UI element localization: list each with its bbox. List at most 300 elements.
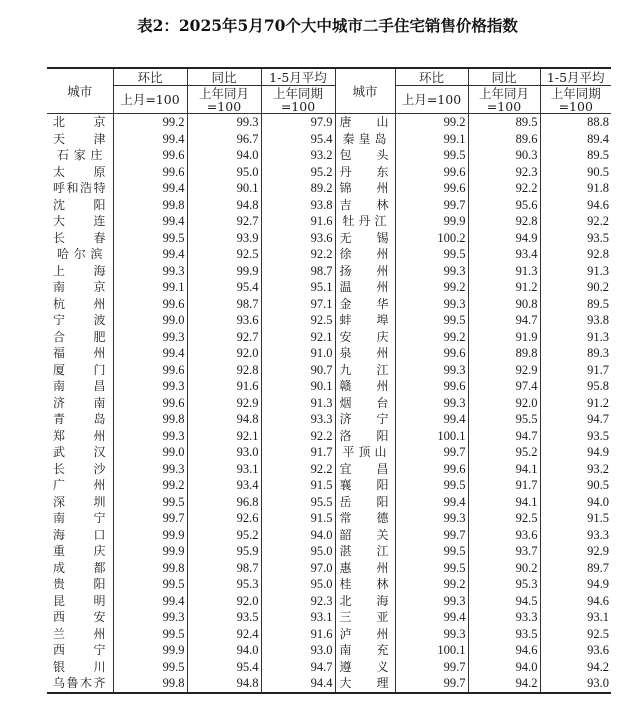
table-header — [47, 68, 611, 114]
header-yoy-base-line1: 上年同月 — [198, 85, 249, 101]
table-row — [47, 197, 611, 214]
mom-value-left: 99.5 — [113, 626, 187, 643]
yoy-value-left: 93.4 — [187, 477, 261, 494]
yoy-value-left: 92.7 — [187, 213, 261, 230]
city-name-right: 桂林 — [335, 576, 395, 593]
ytd-value-right: 93.0 — [540, 675, 611, 693]
city-name-left: 呼和浩特 — [47, 180, 113, 197]
ytd-value-right: 95.8 — [540, 378, 611, 395]
ytd-value-left: 98.7 — [261, 263, 335, 280]
ytd-value-right: 91.7 — [540, 362, 611, 379]
yoy-value-left: 93.5 — [187, 609, 261, 626]
table-row — [47, 131, 611, 148]
mom-value-left: 99.6 — [113, 164, 187, 181]
yoy-value-left: 94.8 — [187, 411, 261, 428]
yoy-value-right: 94.1 — [468, 461, 540, 478]
mom-value-right: 100.2 — [395, 230, 468, 247]
mom-value-right: 99.2 — [395, 576, 468, 593]
yoy-value-left: 95.2 — [187, 527, 261, 544]
header-yoy-base-line1: 上年同月 — [478, 85, 529, 101]
city-name-right: 安庆 — [335, 329, 395, 346]
mom-value-right: 99.5 — [395, 246, 468, 263]
ytd-value-left: 91.5 — [261, 477, 335, 494]
mom-value-left: 99.4 — [113, 213, 187, 230]
table-row — [47, 477, 611, 494]
city-name-left: 兰州 — [47, 626, 113, 643]
mom-value-left: 99.5 — [113, 659, 187, 676]
city-name-left: 郑州 — [47, 428, 113, 445]
yoy-value-right: 92.0 — [468, 395, 540, 412]
mom-value-right: 99.5 — [395, 147, 468, 164]
yoy-value-left: 94.8 — [187, 675, 261, 693]
yoy-value-right: 91.2 — [468, 279, 540, 296]
yoy-value-right: 95.6 — [468, 197, 540, 214]
table-row — [47, 675, 611, 693]
table-row — [47, 312, 611, 329]
header-city-right: 城市 — [335, 68, 395, 114]
city-name-right: 温州 — [335, 279, 395, 296]
mom-value-left: 99.4 — [113, 131, 187, 148]
ytd-value-left: 95.0 — [261, 576, 335, 593]
mom-value-left: 99.4 — [113, 593, 187, 610]
ytd-value-right: 94.0 — [540, 494, 611, 511]
ytd-value-left: 94.4 — [261, 675, 335, 693]
city-name-right: 惠州 — [335, 560, 395, 577]
city-name-right: 常德 — [335, 510, 395, 527]
header-mom-right: 环比 — [395, 68, 468, 86]
mom-value-right: 99.3 — [395, 626, 468, 643]
header-ytd-base-line2: =100 — [558, 98, 593, 114]
ytd-value-left: 92.2 — [261, 461, 335, 478]
header-yoy-base-right — [468, 86, 540, 114]
yoy-value-left: 92.0 — [187, 345, 261, 362]
ytd-value-right: 93.1 — [540, 609, 611, 626]
city-name-left: 南昌 — [47, 378, 113, 395]
city-name-left: 福州 — [47, 345, 113, 362]
city-name-right: 湛江 — [335, 543, 395, 560]
city-name-right: 丹东 — [335, 164, 395, 181]
table-row — [47, 329, 611, 346]
yoy-value-left: 95.4 — [187, 279, 261, 296]
city-name-right: 济宁 — [335, 411, 395, 428]
ytd-value-left: 95.2 — [261, 164, 335, 181]
yoy-value-left: 96.8 — [187, 494, 261, 511]
ytd-value-left: 95.1 — [261, 279, 335, 296]
mom-value-left: 99.8 — [113, 411, 187, 428]
mom-value-right: 99.6 — [395, 164, 468, 181]
yoy-value-right: 91.9 — [468, 329, 540, 346]
mom-value-right: 99.3 — [395, 296, 468, 313]
mom-value-left: 99.3 — [113, 378, 187, 395]
yoy-value-right: 91.7 — [468, 477, 540, 494]
city-name-right: 大理 — [335, 675, 395, 693]
yoy-value-left: 95.9 — [187, 543, 261, 560]
ytd-value-left: 91.7 — [261, 444, 335, 461]
yoy-value-left: 94.8 — [187, 197, 261, 214]
yoy-value-right: 93.4 — [468, 246, 540, 263]
city-name-left: 青岛 — [47, 411, 113, 428]
yoy-value-left: 93.6 — [187, 312, 261, 329]
ytd-value-right: 93.5 — [540, 428, 611, 445]
city-name-left: 太原 — [47, 164, 113, 181]
ytd-value-left: 90.1 — [261, 378, 335, 395]
city-name-left: 昆明 — [47, 593, 113, 610]
city-name-left: 长沙 — [47, 461, 113, 478]
header-mom-base-right: 上月=100 — [395, 86, 468, 114]
yoy-value-left: 95.4 — [187, 659, 261, 676]
yoy-value-right: 90.2 — [468, 560, 540, 577]
mom-value-left: 99.9 — [113, 543, 187, 560]
mom-value-left: 99.4 — [113, 246, 187, 263]
yoy-value-right: 92.9 — [468, 362, 540, 379]
city-name-left: 南宁 — [47, 510, 113, 527]
ytd-value-left: 92.2 — [261, 246, 335, 263]
ytd-value-left: 95.4 — [261, 131, 335, 148]
mom-value-left: 99.2 — [113, 114, 187, 131]
mom-value-left: 99.6 — [113, 147, 187, 164]
mom-value-right: 99.4 — [395, 411, 468, 428]
mom-value-left: 99.7 — [113, 510, 187, 527]
yoy-value-right: 92.8 — [468, 213, 540, 230]
ytd-value-left: 97.1 — [261, 296, 335, 313]
city-name-right: 韶关 — [335, 527, 395, 544]
table-row — [47, 494, 611, 511]
mom-value-right: 99.6 — [395, 345, 468, 362]
yoy-value-left: 96.7 — [187, 131, 261, 148]
city-name-left: 大连 — [47, 213, 113, 230]
yoy-value-left: 92.6 — [187, 510, 261, 527]
mom-value-left: 99.3 — [113, 329, 187, 346]
ytd-value-left: 97.9 — [261, 114, 335, 131]
mom-value-left: 99.2 — [113, 477, 187, 494]
ytd-value-right: 93.2 — [540, 461, 611, 478]
table-row — [47, 263, 611, 280]
mom-value-right: 99.5 — [395, 560, 468, 577]
yoy-value-left: 93.9 — [187, 230, 261, 247]
mom-value-right: 99.7 — [395, 197, 468, 214]
mom-value-right: 99.6 — [395, 180, 468, 197]
table-body — [47, 114, 611, 693]
header-mom-base-left: 上月=100 — [113, 86, 187, 114]
city-name-left: 杭州 — [47, 296, 113, 313]
ytd-value-right: 91.8 — [540, 180, 611, 197]
yoy-value-right: 94.1 — [468, 494, 540, 511]
city-name-left: 重庆 — [47, 543, 113, 560]
ytd-value-left: 93.6 — [261, 230, 335, 247]
yoy-value-right: 97.4 — [468, 378, 540, 395]
yoy-value-right: 92.5 — [468, 510, 540, 527]
mom-value-left: 99.6 — [113, 362, 187, 379]
mom-value-left: 99.3 — [113, 263, 187, 280]
ytd-value-left: 93.0 — [261, 642, 335, 659]
table-row — [47, 510, 611, 527]
ytd-value-right: 88.8 — [540, 114, 611, 131]
ytd-value-right: 94.2 — [540, 659, 611, 676]
mom-value-right: 99.9 — [395, 213, 468, 230]
mom-value-right: 99.2 — [395, 329, 468, 346]
mom-value-right: 99.7 — [395, 444, 468, 461]
price-index-table — [47, 67, 611, 694]
ytd-value-right: 89.5 — [540, 296, 611, 313]
header-ytd-right: 1-5月平均 — [540, 68, 611, 86]
mom-value-right: 99.3 — [395, 510, 468, 527]
mom-value-right: 99.5 — [395, 312, 468, 329]
yoy-value-left: 92.0 — [187, 593, 261, 610]
ytd-value-right: 89.7 — [540, 560, 611, 577]
ytd-value-right: 92.8 — [540, 246, 611, 263]
table-row — [47, 296, 611, 313]
city-name-left: 武汉 — [47, 444, 113, 461]
city-name-left: 乌鲁木齐 — [47, 675, 113, 693]
city-name-left: 长春 — [47, 230, 113, 247]
ytd-value-right: 94.9 — [540, 576, 611, 593]
yoy-value-right: 92.2 — [468, 180, 540, 197]
yoy-value-left: 95.0 — [187, 164, 261, 181]
mom-value-right: 99.6 — [395, 378, 468, 395]
header-yoy-base-left — [187, 86, 261, 114]
yoy-value-right: 90.8 — [468, 296, 540, 313]
mom-value-left: 99.3 — [113, 461, 187, 478]
mom-value-left: 99.6 — [113, 395, 187, 412]
yoy-value-left: 94.0 — [187, 642, 261, 659]
ytd-value-left: 93.3 — [261, 411, 335, 428]
yoy-value-left: 98.7 — [187, 296, 261, 313]
city-name-left: 西宁 — [47, 642, 113, 659]
table-row — [47, 180, 611, 197]
header-city-left: 城市 — [47, 68, 113, 114]
mom-value-left: 99.9 — [113, 642, 187, 659]
ytd-value-right: 94.7 — [540, 411, 611, 428]
city-name-right: 九江 — [335, 362, 395, 379]
table-row — [47, 609, 611, 626]
table-row — [47, 279, 611, 296]
table-row — [47, 659, 611, 676]
table-row — [47, 576, 611, 593]
city-name-right: 锦州 — [335, 180, 395, 197]
city-name-left: 南京 — [47, 279, 113, 296]
ytd-value-right: 91.3 — [540, 329, 611, 346]
mom-value-left: 99.3 — [113, 609, 187, 626]
mom-value-left: 99.8 — [113, 560, 187, 577]
city-name-left: 哈尔滨 — [47, 246, 113, 263]
mom-value-right: 99.6 — [395, 461, 468, 478]
ytd-value-right: 91.3 — [540, 263, 611, 280]
mom-value-left: 99.5 — [113, 230, 187, 247]
ytd-value-left: 91.6 — [261, 626, 335, 643]
yoy-value-right: 93.3 — [468, 609, 540, 626]
mom-value-left: 99.3 — [113, 428, 187, 445]
city-name-right: 金华 — [335, 296, 395, 313]
mom-value-left: 99.0 — [113, 312, 187, 329]
yoy-value-left: 92.4 — [187, 626, 261, 643]
table-row — [47, 411, 611, 428]
city-name-right: 扬州 — [335, 263, 395, 280]
mom-value-right: 99.1 — [395, 131, 468, 148]
city-name-left: 贵阳 — [47, 576, 113, 593]
yoy-value-right: 93.7 — [468, 543, 540, 560]
mom-value-left: 99.1 — [113, 279, 187, 296]
mom-value-left: 99.0 — [113, 444, 187, 461]
city-name-left: 海口 — [47, 527, 113, 544]
header-ytd-left: 1-5月平均 — [261, 68, 335, 86]
city-name-left: 上海 — [47, 263, 113, 280]
city-name-left: 成都 — [47, 560, 113, 577]
table-row — [47, 378, 611, 395]
ytd-value-right: 92.2 — [540, 213, 611, 230]
yoy-value-left: 91.6 — [187, 378, 261, 395]
mom-value-right: 99.3 — [395, 395, 468, 412]
mom-value-left: 99.4 — [113, 345, 187, 362]
ytd-value-left: 91.3 — [261, 395, 335, 412]
city-name-left: 天津 — [47, 131, 113, 148]
ytd-value-right: 90.5 — [540, 477, 611, 494]
city-name-left: 深圳 — [47, 494, 113, 511]
mom-value-left: 99.5 — [113, 494, 187, 511]
ytd-value-left: 94.7 — [261, 659, 335, 676]
mom-value-right: 100.1 — [395, 428, 468, 445]
table-row — [47, 230, 611, 247]
yoy-value-left: 92.8 — [187, 362, 261, 379]
city-name-right: 宜昌 — [335, 461, 395, 478]
city-name-left: 济南 — [47, 395, 113, 412]
city-name-right: 徐州 — [335, 246, 395, 263]
mom-value-right: 99.3 — [395, 263, 468, 280]
city-name-right: 三亚 — [335, 609, 395, 626]
city-name-right: 赣州 — [335, 378, 395, 395]
yoy-value-right: 89.5 — [468, 114, 540, 131]
yoy-value-right: 94.5 — [468, 593, 540, 610]
city-name-right: 南充 — [335, 642, 395, 659]
yoy-value-right: 94.0 — [468, 659, 540, 676]
mom-value-right: 99.2 — [395, 114, 468, 131]
city-name-right: 泉州 — [335, 345, 395, 362]
table-row — [47, 428, 611, 445]
ytd-value-right: 94.6 — [540, 593, 611, 610]
yoy-value-left: 99.9 — [187, 263, 261, 280]
mom-value-right: 99.2 — [395, 279, 468, 296]
ytd-value-left: 92.3 — [261, 593, 335, 610]
city-name-left: 厦门 — [47, 362, 113, 379]
yoy-value-right: 95.3 — [468, 576, 540, 593]
table-row — [47, 362, 611, 379]
table-row — [47, 626, 611, 643]
city-name-right: 遵义 — [335, 659, 395, 676]
ytd-value-left: 93.1 — [261, 609, 335, 626]
city-name-right: 包头 — [335, 147, 395, 164]
ytd-value-left: 92.2 — [261, 428, 335, 445]
yoy-value-left: 90.1 — [187, 180, 261, 197]
mom-value-right: 99.7 — [395, 675, 468, 693]
table-row — [47, 527, 611, 544]
ytd-value-right: 91.5 — [540, 510, 611, 527]
city-name-left: 石家庄 — [47, 147, 113, 164]
ytd-value-right: 90.2 — [540, 279, 611, 296]
city-name-right: 秦皇岛 — [335, 131, 395, 148]
header-ytd-base-line1: 上年同期 — [272, 85, 323, 101]
yoy-value-left: 95.3 — [187, 576, 261, 593]
table-row — [47, 147, 611, 164]
city-name-right: 烟台 — [335, 395, 395, 412]
ytd-value-right: 91.2 — [540, 395, 611, 412]
ytd-value-left: 89.2 — [261, 180, 335, 197]
mom-value-right: 99.7 — [395, 659, 468, 676]
ytd-value-left: 94.0 — [261, 527, 335, 544]
table-row — [47, 642, 611, 659]
city-name-left: 银川 — [47, 659, 113, 676]
city-name-right: 泸州 — [335, 626, 395, 643]
table-row — [47, 560, 611, 577]
yoy-value-left: 94.0 — [187, 147, 261, 164]
yoy-value-right: 94.2 — [468, 675, 540, 693]
city-name-right: 北海 — [335, 593, 395, 610]
ytd-value-right: 89.5 — [540, 147, 611, 164]
city-name-right: 平顶山 — [335, 444, 395, 461]
table-row — [47, 593, 611, 610]
header-yoy-base-line2: =100 — [206, 98, 242, 114]
header-ytd-base-left — [261, 86, 335, 114]
yoy-value-right: 91.3 — [468, 263, 540, 280]
city-name-left: 宁波 — [47, 312, 113, 329]
ytd-value-right: 94.6 — [540, 197, 611, 214]
yoy-value-right: 92.3 — [468, 164, 540, 181]
ytd-value-right: 93.3 — [540, 527, 611, 544]
table-title: 表2：2025年5月70个大中城市二手住宅销售价格指数 — [137, 16, 518, 35]
city-name-right: 唐山 — [335, 114, 395, 131]
yoy-value-right: 95.2 — [468, 444, 540, 461]
yoy-value-right: 94.7 — [468, 312, 540, 329]
city-name-left: 沈阳 — [47, 197, 113, 214]
ytd-value-right: 92.5 — [540, 626, 611, 643]
table-row — [47, 395, 611, 412]
ytd-value-left: 93.2 — [261, 147, 335, 164]
mom-value-right: 99.7 — [395, 527, 468, 544]
yoy-value-left: 92.1 — [187, 428, 261, 445]
ytd-value-left: 95.5 — [261, 494, 335, 511]
ytd-value-right: 92.9 — [540, 543, 611, 560]
yoy-value-right: 94.9 — [468, 230, 540, 247]
header-ytd-base-right — [540, 86, 611, 114]
header-mom-left: 环比 — [113, 68, 187, 86]
yoy-value-right: 89.8 — [468, 345, 540, 362]
table-row — [47, 461, 611, 478]
city-name-left: 合肥 — [47, 329, 113, 346]
city-name-right: 吉林 — [335, 197, 395, 214]
city-name-left: 广州 — [47, 477, 113, 494]
mom-value-left: 99.6 — [113, 296, 187, 313]
ytd-value-right: 89.3 — [540, 345, 611, 362]
mom-value-right: 99.4 — [395, 494, 468, 511]
mom-value-right: 100.1 — [395, 642, 468, 659]
yoy-value-right: 90.3 — [468, 147, 540, 164]
mom-value-right: 99.5 — [395, 543, 468, 560]
ytd-value-left: 97.0 — [261, 560, 335, 577]
ytd-value-right: 93.5 — [540, 230, 611, 247]
city-name-left: 北京 — [47, 114, 113, 131]
yoy-value-right: 93.5 — [468, 626, 540, 643]
yoy-value-left: 98.7 — [187, 560, 261, 577]
city-name-right: 蚌埠 — [335, 312, 395, 329]
table-row — [47, 444, 611, 461]
yoy-value-left: 92.5 — [187, 246, 261, 263]
city-name-right: 襄阳 — [335, 477, 395, 494]
ytd-value-left: 91.0 — [261, 345, 335, 362]
yoy-value-left: 92.9 — [187, 395, 261, 412]
ytd-value-left: 93.8 — [261, 197, 335, 214]
mom-value-right: 99.3 — [395, 362, 468, 379]
yoy-value-left: 92.7 — [187, 329, 261, 346]
city-name-right: 无锡 — [335, 230, 395, 247]
header-yoy-base-line2: =100 — [486, 98, 522, 114]
